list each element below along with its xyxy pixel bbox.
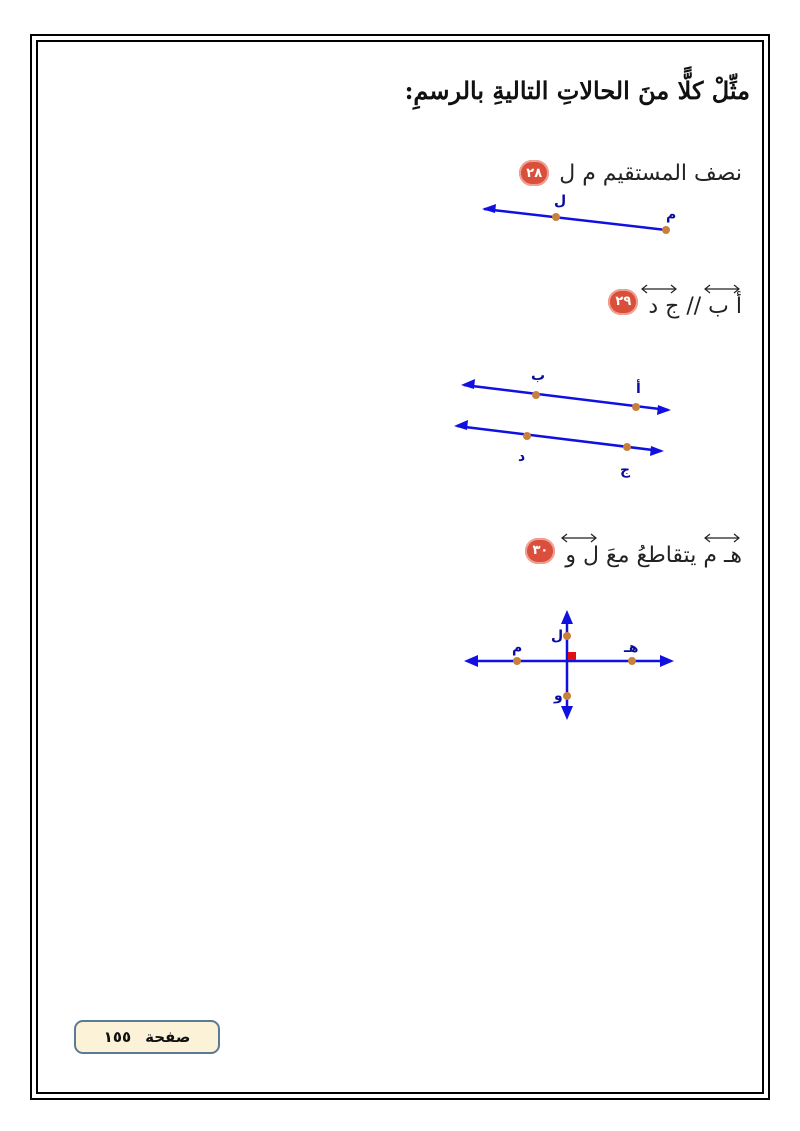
question-30 [525, 533, 742, 568]
ray-figure [470, 185, 690, 245]
point-m [662, 226, 670, 234]
point-b [532, 391, 540, 399]
question-text [565, 533, 742, 568]
ray-line [484, 209, 666, 230]
point-l [552, 213, 560, 221]
line-lw-notation [565, 533, 599, 568]
label-j: ج [620, 462, 631, 478]
line-ab-notation [708, 284, 742, 319]
page-number-badge [74, 1020, 220, 1054]
question-text [648, 284, 742, 319]
label-l: ل [554, 193, 567, 209]
arrowhead-left-jd [454, 420, 468, 430]
ray-arrowhead [482, 204, 496, 213]
arrowhead-top-lw [561, 610, 573, 624]
question-number-badge: ٢٨ [519, 160, 549, 186]
question-number-badge: ٣٠ [525, 538, 555, 564]
double-arrow-icon [639, 284, 679, 294]
arrowhead-right-ab [657, 405, 671, 415]
point-a [632, 403, 640, 411]
line-hm-label: هـ م [703, 543, 742, 568]
point-w [563, 692, 571, 700]
label-l: ل [551, 628, 564, 644]
label-h: هـ [624, 640, 639, 656]
point-h [628, 657, 636, 665]
page-word: صفحة [145, 1028, 191, 1046]
question-text: نصف المستقيم م ل [559, 160, 742, 186]
label-b: ب [531, 368, 546, 384]
right-angle-marker [568, 652, 576, 660]
question-29 [608, 284, 742, 319]
question-number-badge: ٢٩ [608, 289, 638, 315]
line-lw-label: ل و [565, 543, 600, 568]
arrowhead-left-hm [464, 655, 478, 667]
line-hm-notation [703, 533, 742, 568]
intersects-text: يتقاطعُ معَ [606, 543, 697, 568]
parallel-symbol: // [686, 294, 702, 319]
line-jd-notation [648, 284, 679, 319]
point-l [563, 632, 571, 640]
page-number: ١٥٥ [103, 1028, 132, 1046]
label-a: أ [636, 381, 641, 397]
arrowhead-left-ab [461, 379, 475, 389]
point-d [523, 432, 531, 440]
point-j [623, 443, 631, 451]
double-arrow-icon [702, 284, 742, 294]
double-arrow-icon [702, 533, 742, 543]
double-arrow-icon [559, 533, 599, 543]
arrowhead-right-hm [660, 655, 674, 667]
line-jd-label: ج د [648, 294, 680, 319]
label-m: م [512, 640, 523, 656]
line-ab-label: أ ب [708, 294, 742, 319]
label-w: و [554, 688, 563, 704]
question-28 [519, 160, 742, 186]
arrowhead-bottom-lw [561, 706, 573, 720]
point-m [513, 657, 521, 665]
instruction-heading: مثِّلْ كلًّا منَ الحالاتِ التاليةِ بالرسمِ: [404, 76, 750, 105]
label-m: م [666, 207, 677, 223]
arrowhead-right-jd [650, 446, 664, 456]
label-d: د [518, 449, 526, 465]
perpendicular-lines-figure [460, 606, 680, 726]
parallel-lines-figure [448, 366, 683, 481]
